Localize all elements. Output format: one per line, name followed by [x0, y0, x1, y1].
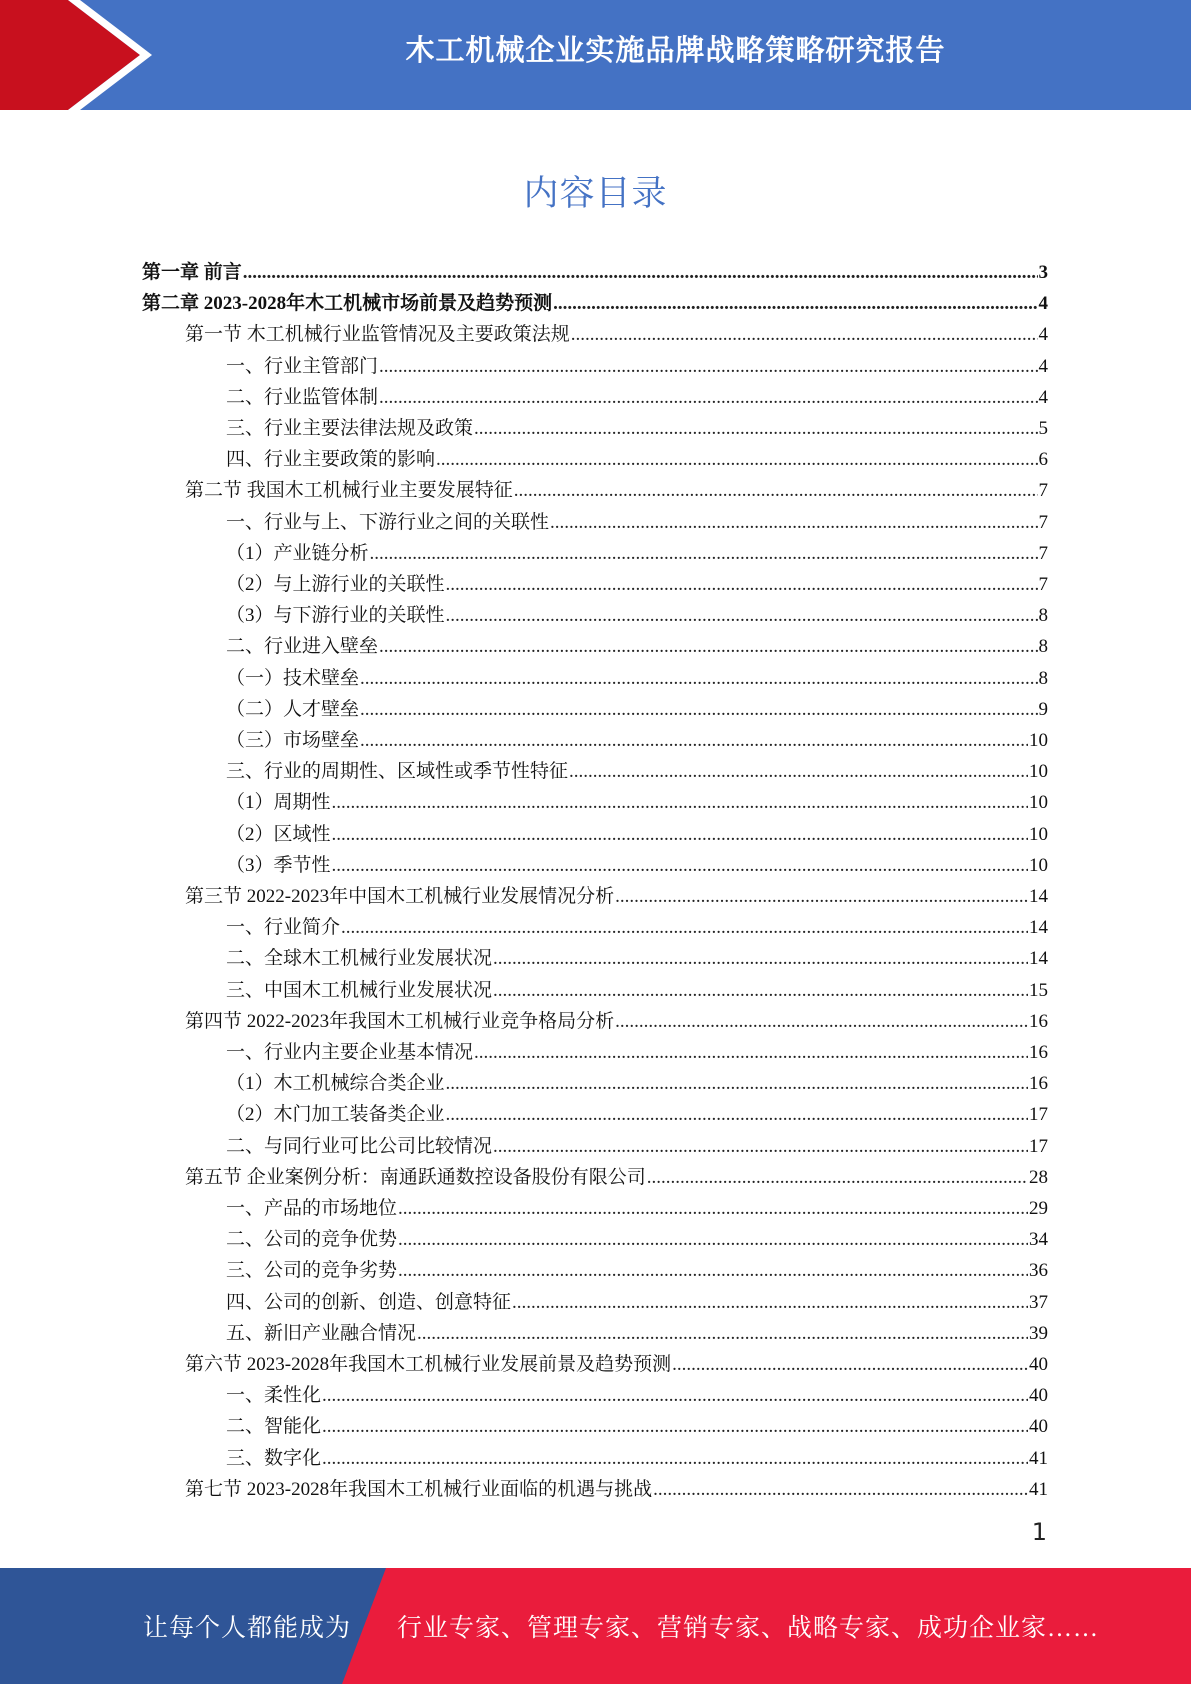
toc-entry[interactable] [226, 535, 1048, 566]
toc-entry-page: 34 [1029, 1229, 1048, 1251]
toc-entry-page: 8 [1038, 667, 1048, 689]
toc-entry-page: 10 [1029, 730, 1048, 751]
toc-entry-label: 三、行业的周期性、区域性或季节性特征 [226, 761, 569, 783]
toc-leader-dots [398, 1197, 1028, 1221]
toc-leader-dots [512, 1291, 1028, 1315]
toc-entry[interactable] [226, 691, 1048, 722]
toc-entry[interactable] [226, 628, 1048, 659]
toc-entry-label: 一、行业内主要企业基本情况 [226, 1042, 474, 1063]
toc-entry[interactable] [226, 1128, 1048, 1159]
toc-entry-page: 16 [1029, 1042, 1048, 1063]
toc-entry-page: 29 [1029, 1198, 1048, 1219]
toc-entry[interactable] [185, 1346, 1048, 1377]
toc-leader-dots [243, 261, 1038, 285]
toc-entry-page: 4 [1038, 293, 1048, 315]
toc-leader-dots [341, 916, 1028, 940]
toc-entry-label: （1）产业链分析 [226, 542, 369, 564]
toc-entry-label: 二、智能化 [226, 1416, 322, 1438]
toc-entry[interactable] [185, 316, 1048, 347]
toc-entry-page: 3 [1038, 262, 1048, 283]
toc-entry-label: （2）木门加工装备类企业 [226, 1104, 445, 1126]
toc-entry-label: 第三节 2022-2023年中国木工机械行业发展情况分析 [185, 886, 615, 907]
toc-leader-dots [672, 1353, 1028, 1377]
toc-leader-dots [332, 854, 1028, 878]
toc-entry-page: 7 [1038, 574, 1048, 595]
toc-entry-page: 10 [1029, 854, 1048, 876]
toc-entry[interactable] [185, 472, 1048, 503]
toc-entry-page: 17 [1029, 1135, 1048, 1157]
toc-leader-dots [322, 1447, 1028, 1471]
toc-entry-label: 一、行业主管部门 [226, 355, 379, 377]
toc-leader-dots [474, 417, 1037, 441]
toc-entry-page: 14 [1029, 886, 1048, 907]
toc-entry-label: 第七节 2023-2028年我国木工机械行业面临的机遇与挑战 [185, 1478, 653, 1500]
toc-entry-label: （1）周期性 [226, 792, 331, 814]
toc-leader-dots [615, 1010, 1028, 1034]
toc-entry-page: 41 [1029, 1478, 1048, 1500]
toc-entry-page: 8 [1038, 636, 1048, 658]
toc-leader-dots [322, 1415, 1028, 1439]
toc-entry[interactable] [226, 1034, 1048, 1065]
toc-entry-label: 第二章 2023-2028年木工机械市场前景及趋势预测 [142, 293, 553, 315]
toc-leader-dots [446, 573, 1038, 597]
header-banner [0, 0, 1191, 110]
header-red-arrow [0, 0, 140, 110]
toc-entry-label: 五、新旧产业融合情况 [226, 1322, 417, 1344]
toc-entry[interactable] [226, 816, 1048, 847]
toc-entry[interactable] [226, 1190, 1048, 1221]
toc-leader-dots [446, 1103, 1028, 1127]
toc-entry-page: 16 [1029, 1010, 1048, 1032]
toc-entry[interactable] [226, 784, 1048, 815]
toc-entry[interactable] [226, 1252, 1048, 1283]
toc-entry-label: 第五节 企业案例分析：南通跃通数控设备股份有限公司 [185, 1166, 646, 1188]
toc-leader-dots [493, 1135, 1028, 1159]
toc-entry-page: 37 [1029, 1291, 1048, 1313]
toc-entry[interactable] [226, 1315, 1048, 1346]
toc-leader-dots [446, 1072, 1028, 1096]
toc-entry[interactable] [185, 1471, 1048, 1502]
toc-entry-label: 二、与同行业可比公司比较情况 [226, 1135, 493, 1157]
toc-entry-label: 第四节 2022-2023年我国木工机械行业竞争格局分析 [185, 1010, 615, 1032]
toc-entry-label: （2）区域性 [226, 823, 331, 845]
toc-entry-label: 第六节 2023-2028年我国木工机械行业发展前景及趋势预测 [185, 1354, 672, 1375]
toc-entry-page: 7 [1038, 542, 1048, 564]
toc-leader-dots [332, 823, 1028, 847]
toc-entry[interactable] [226, 1377, 1048, 1408]
toc-entry[interactable] [185, 878, 1048, 909]
toc-leader-dots [322, 1384, 1028, 1408]
toc-entry[interactable] [226, 1408, 1048, 1439]
toc-entry-label: （3）季节性 [226, 854, 331, 876]
toc-entry[interactable] [185, 1159, 1048, 1190]
toc-entry-page: 4 [1038, 324, 1048, 346]
toc-entry-page: 4 [1038, 386, 1048, 408]
toc-entry-page: 41 [1029, 1447, 1048, 1469]
toc-entry-page: 9 [1038, 698, 1048, 720]
toc-leader-dots [493, 947, 1028, 971]
toc-entry[interactable] [226, 1221, 1048, 1252]
footer-slogan-left: 让每个人都能成为 [143, 1615, 352, 1642]
toc-leader-dots [446, 604, 1038, 628]
toc-entry-label: 三、行业主要法律法规及政策 [226, 418, 474, 439]
toc-entry-label: （3）与下游行业的关联性 [226, 605, 445, 627]
toc-entry[interactable] [142, 285, 1048, 316]
toc-leader-dots [436, 448, 1037, 472]
toc-leader-dots [474, 1041, 1028, 1065]
toc-leader-dots [615, 885, 1028, 909]
page-number: 1 [1031, 1518, 1047, 1546]
toc-entry-page: 8 [1038, 605, 1048, 627]
toc-entry-page: 4 [1038, 355, 1048, 377]
toc-entry[interactable] [226, 847, 1048, 878]
toc-entry-label: 二、全球木工机械行业发展状况 [226, 948, 493, 970]
toc-entry[interactable] [226, 1440, 1048, 1471]
toc-entry-label: 一、行业与上、下游行业之间的关联性 [226, 511, 550, 533]
footer-banner [0, 1568, 1191, 1684]
toc-entry[interactable] [226, 1284, 1048, 1315]
toc-entry[interactable] [226, 660, 1048, 691]
toc-entry[interactable] [226, 379, 1048, 410]
toc-entry[interactable] [226, 441, 1048, 472]
toc-leader-dots [514, 479, 1038, 503]
toc-entry-label: 二、公司的竞争优势 [226, 1229, 398, 1251]
toc-entry-label: 二、行业监管体制 [226, 386, 379, 408]
toc-entry-page: 40 [1029, 1385, 1048, 1407]
toc-leader-dots [493, 979, 1028, 1003]
toc-entry-label: 三、公司的竞争劣势 [226, 1260, 398, 1282]
toc-leader-dots [398, 1259, 1028, 1283]
toc-entry[interactable] [226, 566, 1048, 597]
toc-entry[interactable] [185, 1003, 1048, 1034]
toc-heading: 内容目录 [523, 174, 668, 214]
toc-leader-dots [569, 760, 1028, 784]
toc-entry-label: 第一章 前言 [142, 262, 242, 283]
toc-entry-page: 7 [1038, 480, 1048, 502]
toc-entry-label: 第一节 木工机械行业监管情况及主要政策法规 [185, 324, 570, 346]
toc-leader-dots [398, 1228, 1028, 1252]
toc-entry-label: （1）木工机械综合类企业 [226, 1073, 445, 1095]
toc-entry-page: 28 [1029, 1166, 1048, 1188]
toc-entry[interactable] [226, 972, 1048, 1003]
toc-leader-dots [360, 729, 1028, 753]
toc-entry[interactable] [226, 940, 1048, 971]
toc-leader-dots [332, 791, 1028, 815]
toc-entry-label: （三）市场壁垒 [226, 730, 360, 751]
toc-entry-label: 二、行业进入壁垒 [226, 636, 379, 658]
toc-leader-dots [360, 667, 1037, 691]
toc-entry-page: 16 [1029, 1073, 1048, 1095]
toc-leader-dots [379, 386, 1037, 410]
toc-entry-label: 第二节 我国木工机械行业主要发展特征 [185, 480, 513, 502]
toc-entry[interactable] [226, 722, 1048, 753]
toc-entry-page: 7 [1038, 511, 1048, 533]
toc-leader-dots [653, 1478, 1028, 1502]
toc-entry-label: （一）技术壁垒 [226, 667, 360, 689]
toc-leader-dots [553, 292, 1037, 316]
report-title: 木工机械企业实施品牌战略策略研究报告 [405, 33, 946, 67]
toc-leader-dots [417, 1322, 1028, 1346]
toc-leader-dots [360, 698, 1037, 722]
footer-slogan-right: 行业专家、管理专家、营销专家、战略专家、成功企业家…… [397, 1615, 1100, 1642]
toc-entry-label: 四、行业主要政策的影响 [226, 449, 436, 471]
toc-entry[interactable] [226, 1065, 1048, 1096]
toc-entry-page: 40 [1029, 1416, 1048, 1438]
toc-entry-page: 5 [1038, 418, 1048, 439]
toc-entry[interactable] [226, 504, 1048, 535]
toc-entry-page: 17 [1029, 1104, 1048, 1126]
toc-entry-page: 36 [1029, 1260, 1048, 1282]
toc-entry-label: 四、公司的创新、创造、创意特征 [226, 1291, 512, 1313]
toc-leader-dots [379, 635, 1037, 659]
toc-entry[interactable] [226, 597, 1048, 628]
toc-entry-page: 14 [1029, 917, 1048, 939]
toc-entry-label: 一、产品的市场地位 [226, 1198, 398, 1219]
toc-entry-page: 10 [1029, 761, 1048, 783]
toc-leader-dots [370, 542, 1038, 566]
toc-entry-page: 40 [1029, 1354, 1048, 1375]
toc-entry-page: 14 [1029, 948, 1048, 970]
toc-leader-dots [550, 511, 1037, 535]
toc-leader-dots [379, 355, 1037, 379]
toc-entry-label: （二）人才壁垒 [226, 698, 360, 720]
toc-entry-label: 一、柔性化 [226, 1385, 322, 1407]
toc-leader-dots [571, 323, 1038, 347]
toc-entry[interactable] [226, 1096, 1048, 1127]
toc-leader-dots [647, 1166, 1028, 1190]
toc-entry-label: 一、行业简介 [226, 917, 341, 939]
toc-entry[interactable] [226, 909, 1048, 940]
toc-entry-label: 三、数字化 [226, 1447, 322, 1469]
toc-entry[interactable] [226, 410, 1048, 441]
toc-entry-page: 15 [1029, 979, 1048, 1001]
toc-entry-label: 三、中国木工机械行业发展状况 [226, 979, 493, 1001]
toc-entry-label: （2）与上游行业的关联性 [226, 574, 445, 595]
toc-entry[interactable] [142, 254, 1048, 285]
toc-entry-page: 10 [1029, 823, 1048, 845]
toc-entry-page: 39 [1029, 1322, 1048, 1344]
toc-entry[interactable] [226, 348, 1048, 379]
toc-entry-page: 10 [1029, 792, 1048, 814]
toc-entry-page: 6 [1038, 449, 1048, 471]
toc-entry[interactable] [226, 753, 1048, 784]
